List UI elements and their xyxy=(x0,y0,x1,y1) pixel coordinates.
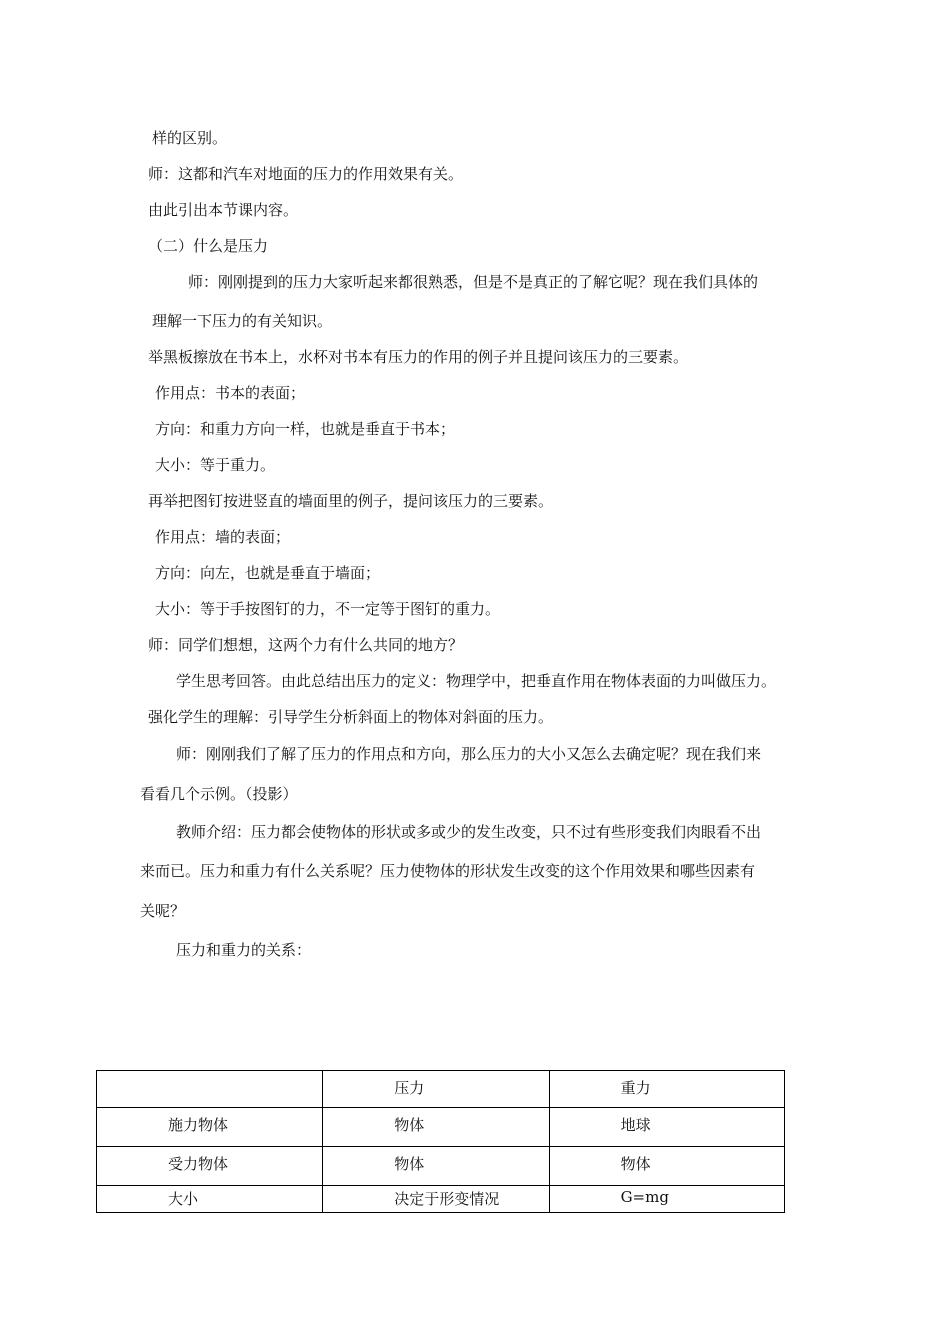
text-line: 教师介绍：压力都会使物体的形状或多或少的发生改变，只不过有些形变我们肉眼看不出 xyxy=(176,823,762,841)
text-line: 举黑板擦放在书本上，水杯对书本有压力的作用的例子并且提问该压力的三要素。 xyxy=(148,348,689,366)
text-line: 师：同学们想想，这两个力有什么共同的地方？ xyxy=(148,636,464,654)
table-row xyxy=(97,1108,785,1147)
table-cell: 施力物体 xyxy=(97,1108,323,1147)
table-cell: 物体 xyxy=(323,1108,549,1147)
section-heading: （二）什么是压力 xyxy=(148,237,269,255)
text-line: 压力和重力的关系： xyxy=(176,941,312,959)
table-cell: 大小 xyxy=(97,1186,323,1213)
text-line: 由此引出本节课内容。 xyxy=(148,201,299,219)
text-line: 师：刚刚我们了解了压力的作用点和方向，那么压力的大小又怎么去确定呢？现在我们来 xyxy=(176,745,762,763)
text-line: 师：刚刚提到的压力大家听起来都很熟悉，但是不是真正的了解它呢？现在我们具体的 xyxy=(188,273,759,291)
table-cell: 重力 xyxy=(549,1071,784,1108)
text-line: 强化学生的理解：引导学生分析斜面上的物体对斜面的压力。 xyxy=(148,708,554,726)
table-row xyxy=(97,1147,785,1186)
text-line: 理解一下压力的有关知识。 xyxy=(152,312,333,330)
text-line: 样的区别。 xyxy=(152,129,228,147)
text-line: 学生思考回答。由此总结出压力的定义：物理学中，把垂直作用在物体表面的力叫做压力。 xyxy=(176,672,777,690)
text-line: 大小：等于手按图钉的力，不一定等于图钉的重力。 xyxy=(155,600,501,618)
table-cell: G=mg xyxy=(549,1186,784,1213)
table-cell: 受力物体 xyxy=(97,1147,323,1186)
table-cell: 决定于形变情况 xyxy=(323,1186,549,1213)
table-cell: 压力 xyxy=(323,1071,549,1108)
text-line: 方向：向左，也就是垂直于墙面； xyxy=(155,564,381,582)
pressure-gravity-table xyxy=(96,1070,785,1213)
text-line: 再举把图钉按进竖直的墙面里的例子，提问该压力的三要素。 xyxy=(148,492,554,510)
text-line: 师：这都和汽车对地面的压力的作用效果有关。 xyxy=(148,165,464,183)
text-line: 看看几个示例。（投影） xyxy=(140,785,298,803)
table-cell xyxy=(97,1071,323,1108)
text-line: 关呢？ xyxy=(140,902,186,920)
table-header-row xyxy=(97,1071,785,1108)
table-cell: 物体 xyxy=(549,1147,784,1186)
table-cell: 物体 xyxy=(323,1147,549,1186)
text-line: 来而已。压力和重力有什么关系呢？压力使物体的形状发生改变的这个作用效果和哪些因素有 xyxy=(140,862,756,880)
text-line: 大小：等于重力。 xyxy=(155,456,276,474)
text-line: 作用点：墙的表面； xyxy=(155,528,291,546)
table-cell: 地球 xyxy=(549,1108,784,1147)
text-line: 方向：和重力方向一样，也就是垂直于书本； xyxy=(155,420,456,438)
text-line: 作用点：书本的表面； xyxy=(155,384,306,402)
table-row xyxy=(97,1186,785,1213)
